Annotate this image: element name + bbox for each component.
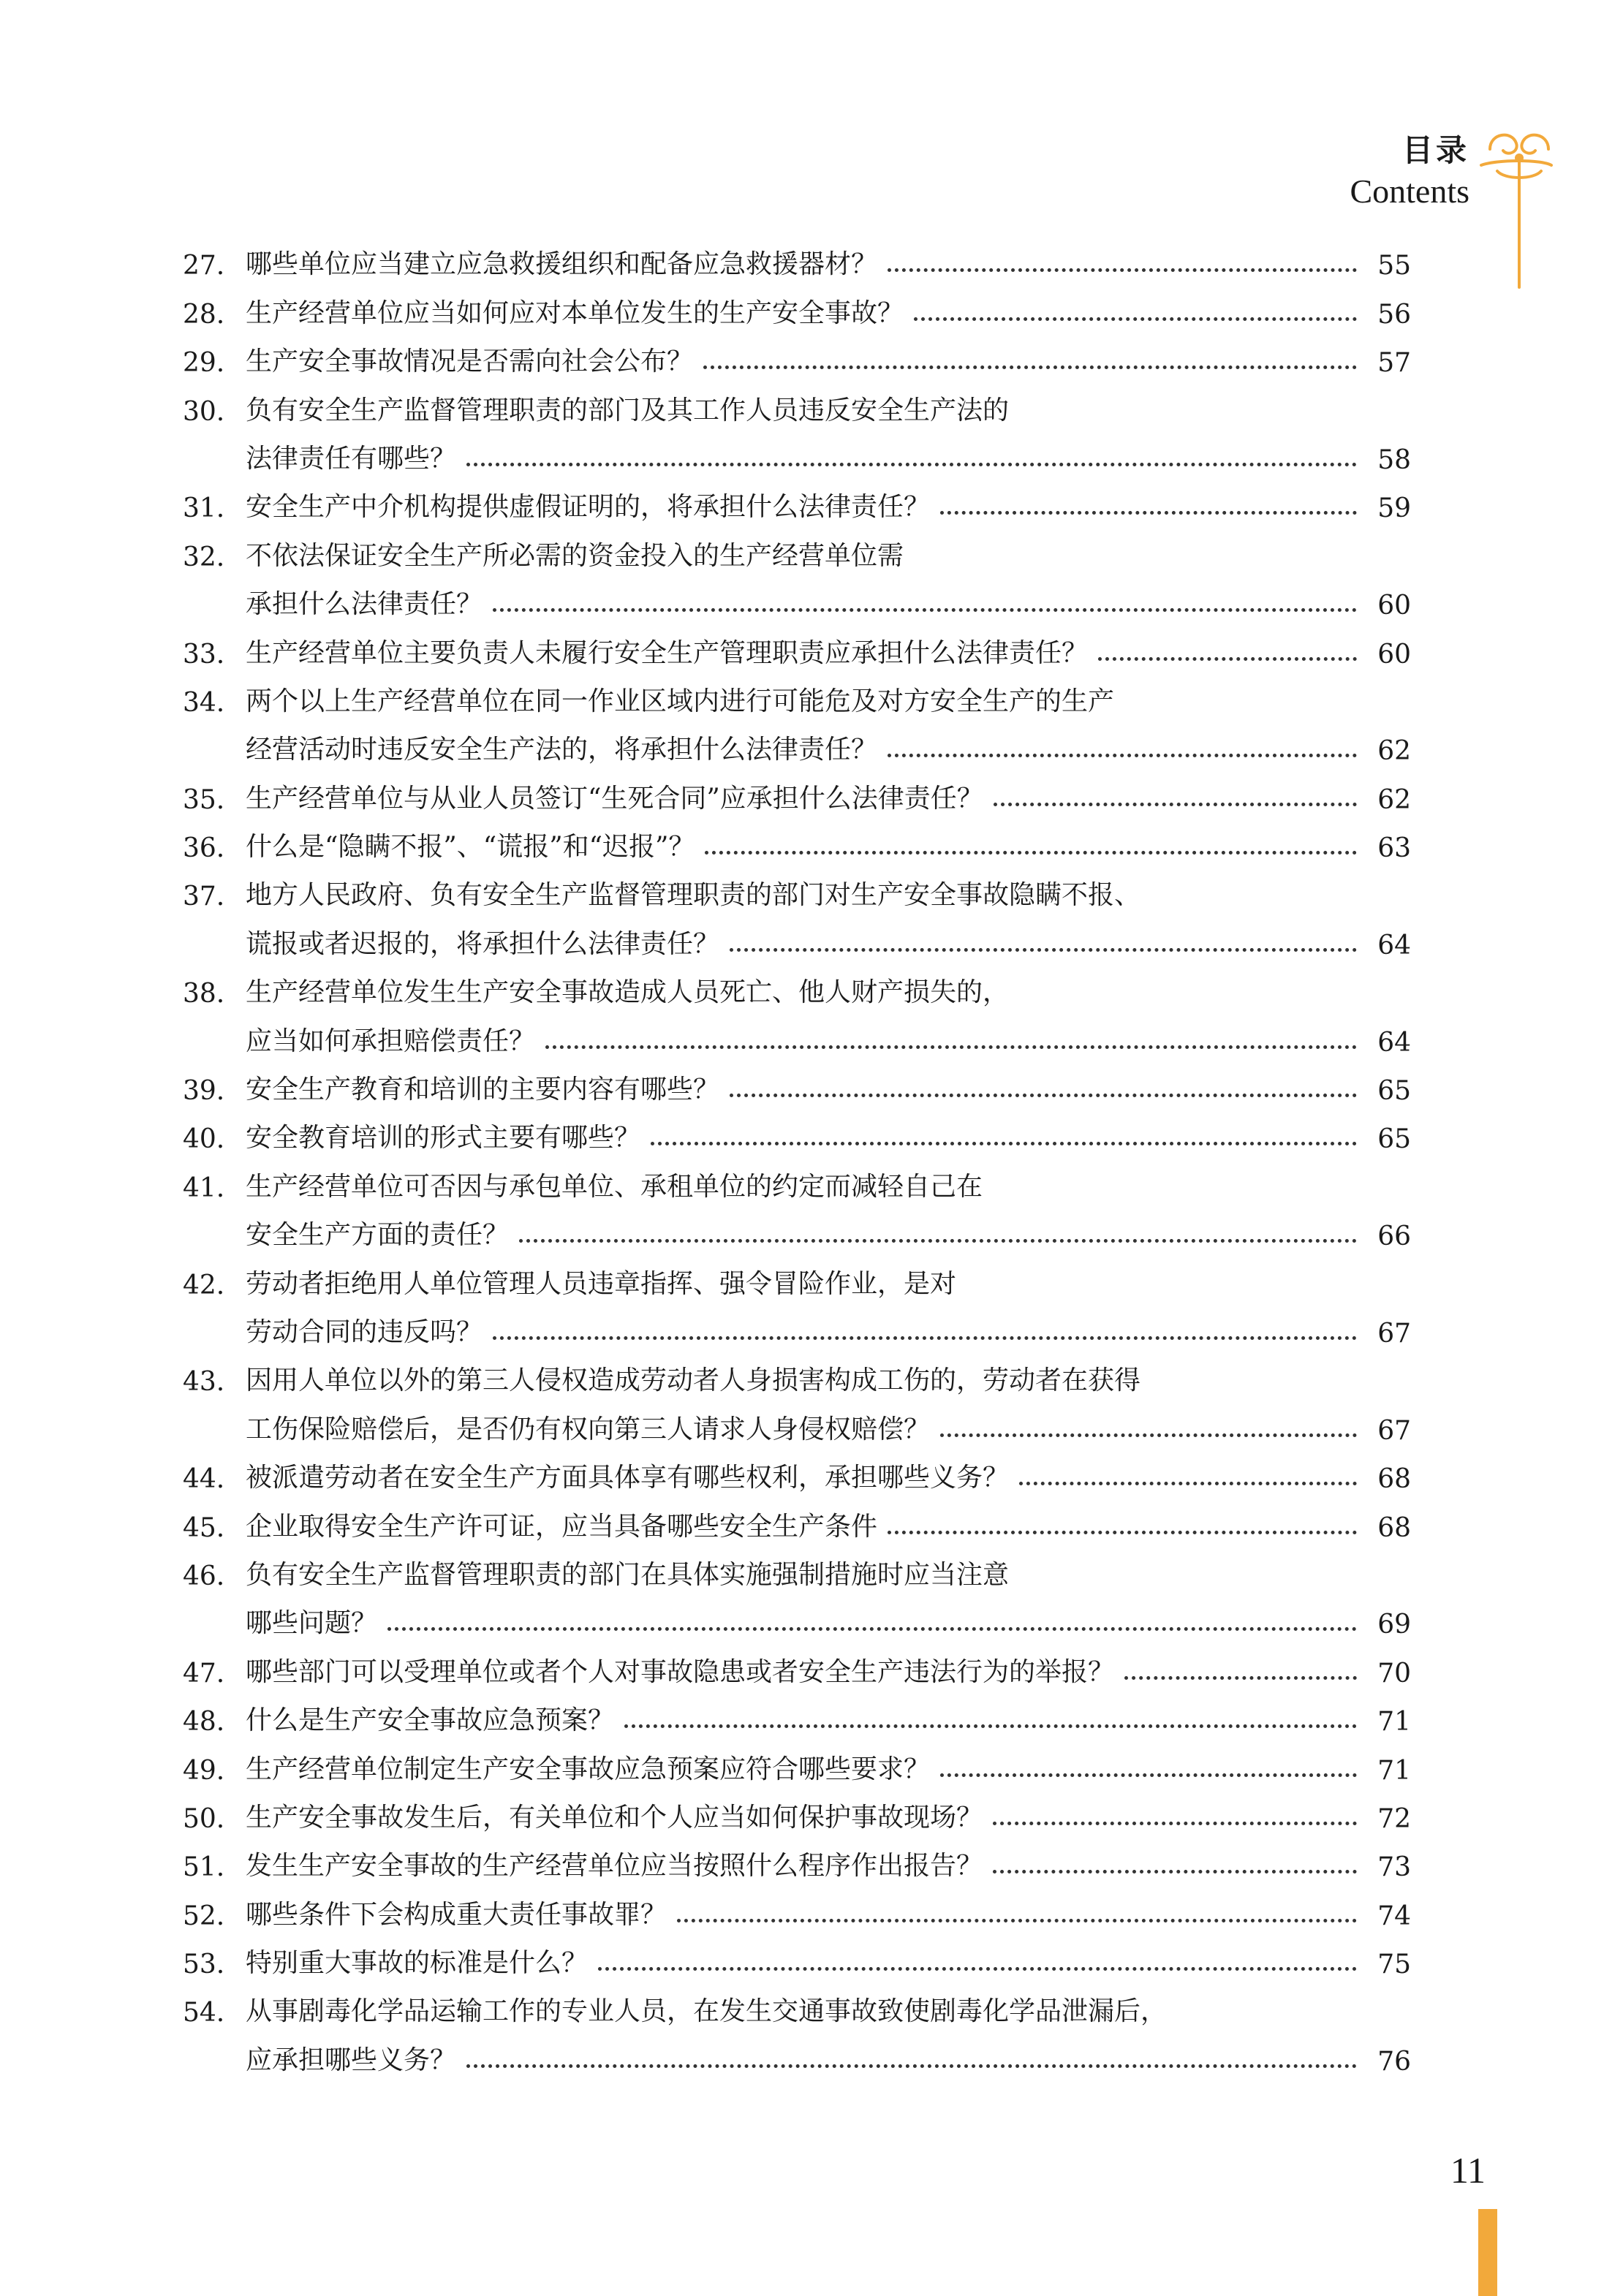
toc-entry-number: 37. <box>183 882 225 912</box>
toc-entry-line <box>183 1689 1411 1737</box>
toc-entry-line <box>183 1591 1411 1640</box>
page-number: 11 <box>1450 2150 1486 2191</box>
toc-entry-number: 32. <box>183 542 225 572</box>
dot-leader <box>888 754 1357 757</box>
toc-entry-line <box>183 1882 1411 1931</box>
toc-entry-number: 27. <box>183 251 225 281</box>
dot-leader <box>940 1433 1357 1437</box>
toc-entry[interactable] <box>183 232 1411 281</box>
dot-leader <box>624 1724 1357 1728</box>
toc-entry-page: 64 <box>1377 930 1411 961</box>
toc-entry-number: 52. <box>183 1901 225 1931</box>
toc-entry-title: 工伤保险赔偿后，是否仍有权向第三人请求人身侵权赔偿？ <box>246 1414 931 1444</box>
toc-entry[interactable] <box>183 1154 1411 1251</box>
toc-entry-line <box>183 523 1411 572</box>
toc-entry-title: 生产经营单位与从业人员签订“生死合同”应承担什么法律责任？ <box>246 783 983 814</box>
toc-entry-page: 72 <box>1377 1803 1411 1834</box>
toc-entry-line <box>183 1349 1411 1397</box>
toc-entry[interactable] <box>183 1931 1411 1979</box>
toc-entry-title: 地方人民政府、负有安全生产监督管理职责的部门对生产安全事故隐瞒不报、 <box>246 880 1141 911</box>
page-header <box>1350 132 1469 212</box>
toc-entry-page: 63 <box>1377 833 1411 864</box>
dot-leader <box>493 1336 1357 1340</box>
toc-entry-line <box>183 2028 1411 2076</box>
toc-title-en: Contents <box>1350 173 1469 210</box>
toc-entry-page: 58 <box>1377 444 1411 475</box>
toc-entry-page: 65 <box>1377 1124 1411 1155</box>
toc-entry-title: 哪些问题？ <box>246 1608 378 1639</box>
dot-leader <box>730 1094 1357 1097</box>
toc-entry-line <box>183 670 1411 718</box>
dot-leader <box>993 1870 1357 1873</box>
toc-entry-number: 34. <box>183 687 225 718</box>
toc-entry-title: 负有安全生产监督管理职责的部门在具体实施强制措施时应当注意 <box>246 1559 1010 1590</box>
toc-entry-title: 安全生产方面的责任？ <box>246 1220 510 1251</box>
toc-entry-number: 54. <box>183 1998 225 2028</box>
toc-entry[interactable] <box>183 281 1411 329</box>
dot-leader <box>651 1142 1357 1145</box>
toc-entry-line <box>183 1494 1411 1542</box>
toc-entry-title: 特别重大事故的标准是什么？ <box>246 1948 589 1979</box>
toc-entry-line <box>183 1251 1411 1300</box>
toc-entry-page: 71 <box>1377 1707 1411 1738</box>
toc-entry-number: 53. <box>183 1950 225 1980</box>
toc-entry-page: 76 <box>1377 2046 1411 2077</box>
toc-entry-title: 两个以上生产经营单位在同一作业区域内进行可能危及对方安全生产的生产 <box>246 686 1115 716</box>
toc-entry-title: 什么是“隐瞒不报”、“谎报”和“迟报”？ <box>246 832 695 863</box>
toc-entry-title: 生产安全事故情况是否需向社会公布？ <box>246 346 694 377</box>
toc-entry-page: 74 <box>1377 1901 1411 1931</box>
toc-entry-line <box>183 1979 1411 2028</box>
toc-entry-number: 44. <box>183 1464 225 1495</box>
toc-entry-number: 36. <box>183 833 225 864</box>
toc-entry-number: 45. <box>183 1512 225 1543</box>
toc-entry[interactable] <box>183 330 1411 378</box>
toc-entry-number: 38. <box>183 979 225 1009</box>
toc-entry-page: 70 <box>1377 1658 1411 1689</box>
toc-entry-line <box>183 1154 1411 1202</box>
toc-entry-page: 67 <box>1377 1415 1411 1446</box>
toc-entry-title: 生产经营单位可否因与承包单位、承租单位的约定而减轻自己在 <box>246 1171 983 1202</box>
toc-entry-title: 安全教育培训的形式主要有哪些？ <box>246 1123 641 1153</box>
toc-entry-title: 哪些条件下会构成重大责任事故罪？ <box>246 1899 667 1930</box>
toc-entry-title: 什么是生产安全事故应急预案？ <box>246 1705 615 1736</box>
dot-leader <box>677 1919 1357 1922</box>
dot-leader <box>466 2064 1357 2068</box>
toc-entry-page: 68 <box>1377 1512 1411 1543</box>
toc-entry-line <box>183 1786 1411 1834</box>
toc-entry-page: 64 <box>1377 1027 1411 1058</box>
dot-leader <box>545 1045 1357 1049</box>
dot-leader <box>1124 1676 1357 1680</box>
toc-entry-page: 57 <box>1377 348 1411 379</box>
toc-entry-number: 39. <box>183 1076 225 1107</box>
toc-entry-page: 75 <box>1377 1950 1411 1980</box>
dot-leader <box>705 851 1357 855</box>
toc-entry-page: 56 <box>1377 299 1411 330</box>
toc-entry-title: 哪些部门可以受理单位或者个人对事故隐患或者安全生产违法行为的举报？ <box>246 1656 1115 1687</box>
toc-entry-number: 31. <box>183 493 225 524</box>
toc-entry-line <box>183 1397 1411 1445</box>
toc-entry-title: 安全生产中介机构提供虚假证明的，将承担什么法律责任？ <box>246 492 931 523</box>
toc-entry-number: 30. <box>183 396 225 427</box>
toc-entry[interactable] <box>183 1689 1411 1737</box>
ornament-scroll-icon <box>1475 123 1556 291</box>
dot-leader <box>387 1627 1357 1631</box>
dot-leader <box>914 317 1357 321</box>
toc-entry-title: 劳动者拒绝用人单位管理人员违章指挥、强令冒险作业，是对 <box>246 1268 957 1299</box>
toc-entry-number: 49. <box>183 1755 225 1786</box>
toc-entry[interactable] <box>183 1834 1411 1882</box>
toc-entry-page: 62 <box>1377 736 1411 767</box>
toc-entry[interactable] <box>183 1882 1411 1931</box>
toc-entry-line <box>183 1446 1411 1494</box>
toc-entry-line <box>183 427 1411 475</box>
toc-entry-title: 劳动合同的违反吗？ <box>246 1316 483 1347</box>
dot-leader <box>730 948 1357 952</box>
toc-entry-title: 发生生产安全事故的生产经营单位应当按照什么程序作出报告？ <box>246 1851 983 1882</box>
toc-entry[interactable] <box>183 1058 1411 1106</box>
dot-leader <box>1019 1482 1357 1485</box>
toc-entry-page: 55 <box>1377 251 1411 281</box>
toc-entry[interactable] <box>183 1446 1411 1494</box>
toc-entry-line <box>183 1300 1411 1349</box>
toc-entry[interactable] <box>183 1543 1411 1640</box>
toc-title-cn: 目录 <box>1401 132 1469 168</box>
toc-entry-title: 经营活动时违反安全生产法的，将承担什么法律责任？ <box>246 735 878 765</box>
toc-entry-page: 66 <box>1377 1221 1411 1252</box>
toc-entry-line <box>183 1640 1411 1688</box>
toc-entry-page: 67 <box>1377 1318 1411 1349</box>
toc-entry-line <box>183 572 1411 621</box>
dot-leader <box>493 608 1357 612</box>
dot-leader <box>519 1239 1357 1243</box>
toc-entry-line <box>183 766 1411 814</box>
toc-entry[interactable] <box>183 378 1411 475</box>
toc-entry-title: 生产经营单位制定生产安全事故应急预案应符合哪些要求？ <box>246 1754 931 1784</box>
toc-entry-line <box>183 1009 1411 1057</box>
toc-entry[interactable] <box>183 523 1411 621</box>
toc-entry-page: 73 <box>1377 1852 1411 1883</box>
toc-entry-number: 28. <box>183 299 225 330</box>
toc-entry-number: 47. <box>183 1658 225 1689</box>
toc-entry-line <box>183 330 1411 378</box>
toc-entry-title: 因用人单位以外的第三人侵权造成劳动者人身损害构成工伤的，劳动者在获得 <box>246 1365 1141 1396</box>
toc-entry[interactable] <box>183 1106 1411 1154</box>
toc-entry-line <box>183 232 1411 281</box>
toc-entry-line <box>183 961 1411 1009</box>
toc-entry-line <box>183 378 1411 426</box>
toc-entry-number: 33. <box>183 639 225 670</box>
toc-entry-title: 承担什么法律责任？ <box>246 589 483 620</box>
toc-entry-line <box>183 912 1411 960</box>
toc-entry-title: 哪些单位应当建立应急救援组织和配备应急救援器材？ <box>246 249 878 280</box>
toc-entry-line <box>183 475 1411 523</box>
toc-entry[interactable] <box>183 1640 1411 1688</box>
toc-entry-line <box>183 1106 1411 1154</box>
toc-entry-line <box>183 1203 1411 1251</box>
toc-entry-title: 应当如何承担赔偿责任？ <box>246 1026 536 1056</box>
toc-entry-page: 69 <box>1377 1610 1411 1640</box>
toc-entry-page: 60 <box>1377 591 1411 621</box>
toc-entry-number: 50. <box>183 1803 225 1834</box>
toc-entry-number: 48. <box>183 1707 225 1738</box>
toc-entry-line <box>183 1737 1411 1785</box>
toc-entry-page: 62 <box>1377 784 1411 815</box>
toc-entry-title: 被派遣劳动者在安全生产方面具体享有哪些权利，承担哪些义务？ <box>246 1463 1010 1493</box>
dot-leader <box>466 463 1357 466</box>
toc-entry-title: 谎报或者迟报的，将承担什么法律责任？ <box>246 928 720 959</box>
toc-entry-title: 生产经营单位应当如何应对本单位发生的生产安全事故？ <box>246 298 904 328</box>
toc-entry[interactable] <box>183 621 1411 669</box>
toc-entry-number: 40. <box>183 1124 225 1155</box>
dot-leader <box>1098 657 1357 661</box>
toc-entry-line <box>183 815 1411 863</box>
toc-entry-title: 安全生产教育和培训的主要内容有哪些？ <box>246 1075 720 1105</box>
toc-entry-number: 42. <box>183 1270 225 1300</box>
toc-entry-title: 生产安全事故发生后，有关单位和个人应当如何保护事故现场？ <box>246 1802 983 1833</box>
toc-entry[interactable] <box>183 1251 1411 1349</box>
toc-entry[interactable] <box>183 1494 1411 1542</box>
toc-entry-line <box>183 281 1411 329</box>
toc-entry-page: 68 <box>1377 1464 1411 1495</box>
toc-entry[interactable] <box>183 815 1411 863</box>
toc-entry-page: 59 <box>1377 493 1411 524</box>
dot-leader <box>994 803 1357 806</box>
toc-entry-title: 企业取得安全生产许可证，应当具备哪些安全生产条件 <box>246 1511 878 1542</box>
dot-leader <box>703 365 1357 369</box>
toc-entry[interactable] <box>183 961 1411 1058</box>
toc-entry[interactable] <box>183 670 1411 767</box>
toc-entry[interactable] <box>183 863 1411 961</box>
toc-entry-title: 从事剧毒化学品运输工作的专业人员，在发生交通事故致使剧毒化学品泄漏后， <box>246 1996 1168 2027</box>
toc-entry-number: 43. <box>183 1367 225 1398</box>
toc-entry-title: 负有安全生产监督管理职责的部门及其工作人员违反安全生产法的 <box>246 395 1010 425</box>
toc-entry-title: 应承担哪些义务？ <box>246 2045 457 2075</box>
toc-entry-number: 41. <box>183 1172 225 1203</box>
toc-entry-title: 法律责任有哪些？ <box>246 443 457 474</box>
dot-leader <box>940 511 1357 515</box>
toc-entry-page: 65 <box>1377 1076 1411 1107</box>
toc-entry-line <box>183 1834 1411 1882</box>
toc-entry[interactable] <box>183 766 1411 814</box>
toc-entry-number: 29. <box>183 348 225 379</box>
chapter-tab <box>1478 2209 1497 2296</box>
toc-entry-line <box>183 1931 1411 1979</box>
dot-leader <box>940 1773 1357 1777</box>
toc-entry-title: 不依法保证安全生产所必需的资金投入的生产经营单位需 <box>246 540 904 571</box>
toc-entry-number: 35. <box>183 784 225 815</box>
dot-leader <box>888 1531 1357 1534</box>
toc-entry-title: 生产经营单位主要负责人未履行安全生产管理职责应承担什么法律责任？ <box>246 637 1089 668</box>
toc-entry[interactable] <box>183 1979 1411 2077</box>
toc-entry[interactable] <box>183 475 1411 523</box>
toc-entry-page: 60 <box>1377 639 1411 670</box>
toc-entry-number: 51. <box>183 1852 225 1883</box>
toc-entry-line <box>183 621 1411 669</box>
toc-entry-line <box>183 863 1411 912</box>
toc-entry-number: 46. <box>183 1561 225 1591</box>
toc-entry-line <box>183 1543 1411 1591</box>
toc-entry-title: 生产经营单位发生生产安全事故造成人员死亡、他人财产损失的， <box>246 977 1010 1008</box>
toc-entry-page: 71 <box>1377 1755 1411 1786</box>
toc-entry[interactable] <box>183 1737 1411 1785</box>
toc-entry[interactable] <box>183 1786 1411 1834</box>
dot-leader <box>993 1822 1357 1825</box>
toc-entry-line <box>183 718 1411 766</box>
toc-entry[interactable] <box>183 1349 1411 1446</box>
toc-entry-line <box>183 1058 1411 1106</box>
toc-list <box>183 232 1411 2077</box>
dot-leader <box>598 1967 1357 1971</box>
dot-leader <box>888 268 1357 272</box>
